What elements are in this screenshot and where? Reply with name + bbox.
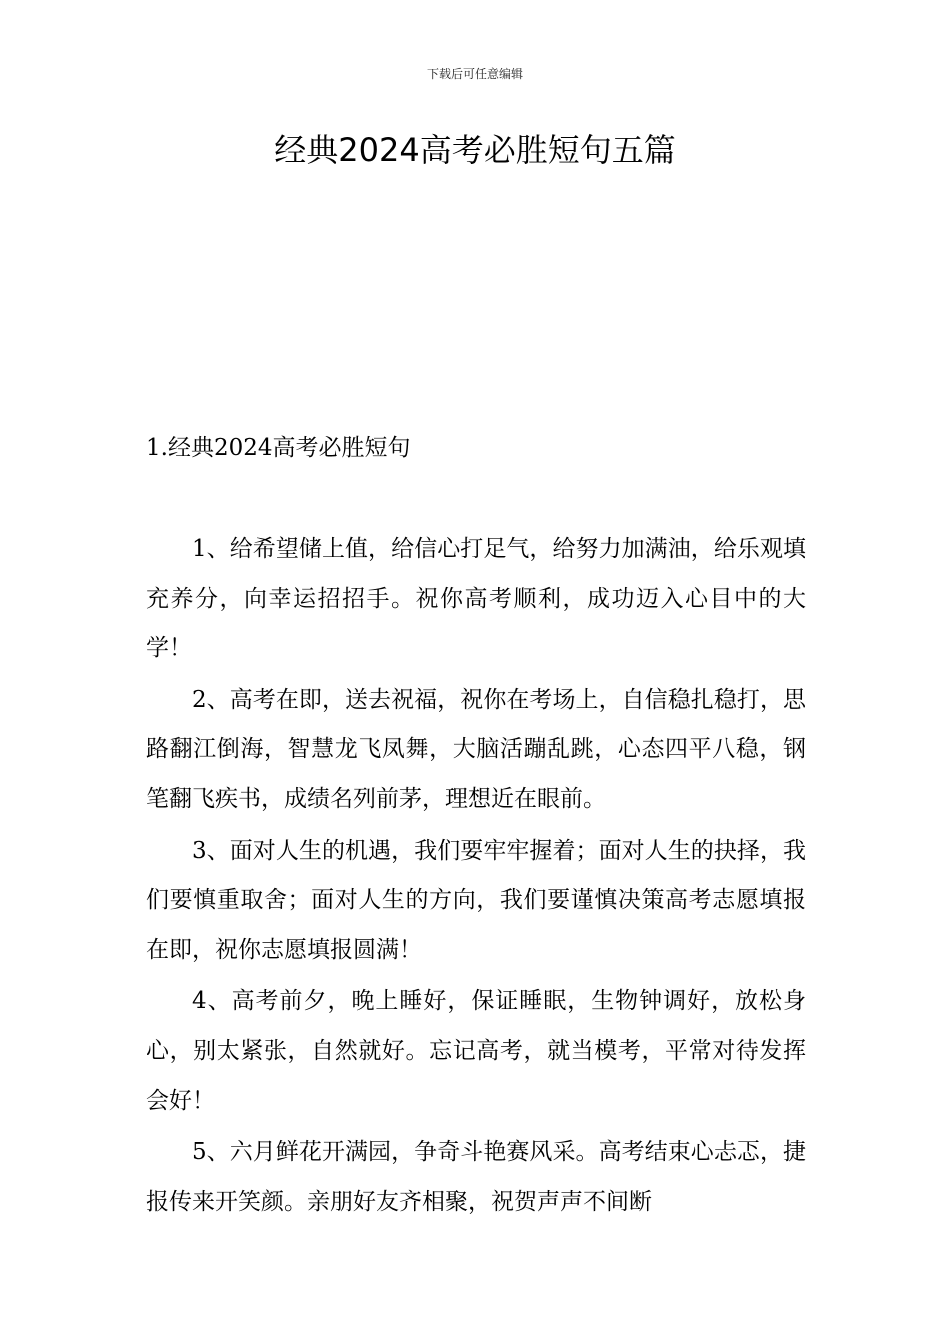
paragraph-5: 5、六月鲜花开满园，争奇斗艳赛风采。高考结束心忐忑，捷报传来开笑颜。亲朋好友齐相聚，祝贺声声不间断 — [146, 1139, 806, 1215]
document-title: 经典2024高考必胜短句五篇 — [274, 131, 676, 169]
paragraph-3: 3、面对人生的机遇，我们要牢牢握着；面对人生的抉择，我们要慎重取舍；面对人生的方向，我们要谨慎决策高考志愿填报在即，祝你志愿填报圆满！ — [146, 837, 806, 963]
paragraph-1: 1、给希望储上值，给信心打足气，给努力加满油，给乐观填充养分，向幸运招招手。祝你高考顺利，成功迈入心目中的大学！ — [146, 536, 806, 662]
section-heading: 1.经典2024高考必胜短句 — [146, 435, 411, 461]
body-text — [146, 525, 806, 1229]
header-note: 下载后可任意编辑 — [426, 67, 523, 81]
paragraph-2: 2、高考在即，送去祝福，祝你在考场上，自信稳扎稳打，思路翻江倒海，智慧龙飞凤舞，大脑活蹦乱跳，心态四平八稳，钢笔翻飞疾书，成绩名列前茅，理想近在眼前。 — [146, 686, 806, 812]
paragraph-4: 4、高考前夕，晚上睡好，保证睡眠，生物钟调好，放松身心，别太紧张，自然就好。忘记高考，就当模考，平常对待发挥会好！ — [146, 988, 806, 1114]
